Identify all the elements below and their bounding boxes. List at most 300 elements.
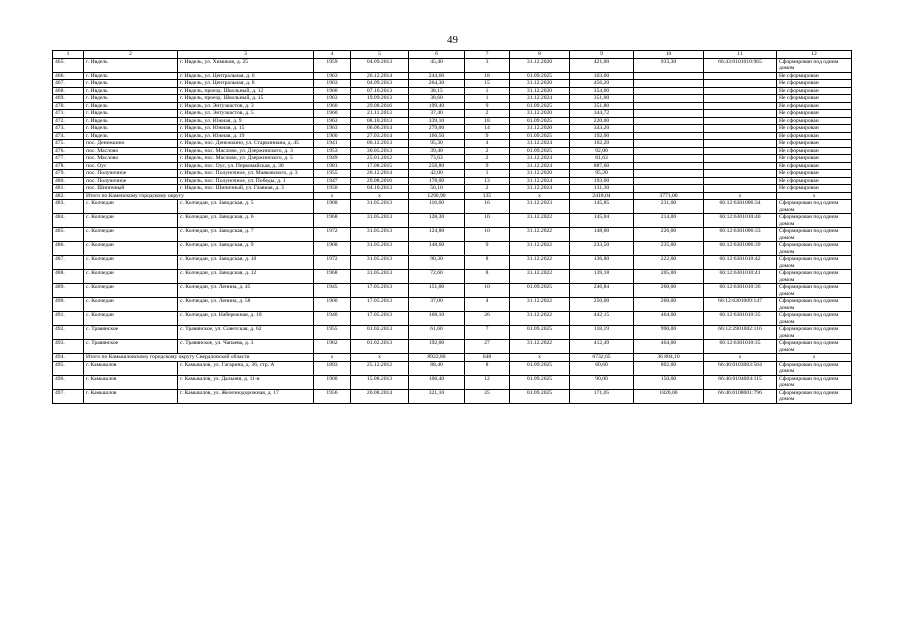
table-cell: 150,00 bbox=[634, 375, 704, 389]
table-cell: 488. bbox=[53, 270, 84, 284]
table-cell: 04.09.2013 bbox=[351, 80, 409, 88]
table-cell bbox=[704, 155, 777, 163]
table-cell: 258,80 bbox=[409, 162, 465, 170]
table-cell: 04.09.2013 bbox=[351, 58, 409, 72]
table-cell: 90,30 bbox=[409, 256, 465, 270]
table-cell: 15 bbox=[465, 80, 510, 88]
table-cell: 66:46:0103003:564 bbox=[704, 361, 777, 375]
table-cell: с. Колчедан, ул. Ленина, д. 45 bbox=[178, 284, 314, 298]
table-cell: Не сформирован bbox=[777, 162, 852, 170]
column-number-cell: 6 bbox=[409, 51, 465, 59]
table-cell: 103,00 bbox=[570, 72, 634, 80]
table-cell: пос. Маслово bbox=[84, 147, 178, 155]
table-cell: 08.10.2013 bbox=[351, 117, 409, 125]
table-cell: 4 bbox=[465, 298, 510, 312]
column-number-cell: 10 bbox=[634, 51, 704, 59]
table-cell: 31.12.2020 bbox=[510, 170, 570, 178]
table-cell: 116,60 bbox=[409, 200, 465, 214]
table-cell: x bbox=[777, 354, 852, 362]
table-cell bbox=[704, 95, 777, 103]
table-cell: 151,00 bbox=[409, 284, 465, 298]
table-cell: 25 bbox=[465, 389, 510, 403]
table-cell: 3771,00 bbox=[634, 192, 704, 200]
table-cell: 1962 bbox=[314, 340, 351, 354]
table-cell bbox=[704, 87, 777, 95]
table-cell: 8 bbox=[465, 270, 510, 284]
column-number-row bbox=[53, 51, 852, 59]
table-cell: г. Камышлов, ул. Железнодорожная, д. 17 bbox=[178, 389, 314, 403]
table-cell: 421,00 bbox=[570, 58, 634, 72]
table-cell: 31.12.2022 bbox=[510, 340, 570, 354]
table-cell: x bbox=[510, 192, 570, 200]
table-cell: 1968 bbox=[314, 270, 351, 284]
table-cell: 467. bbox=[53, 80, 84, 88]
table-cell: 1 bbox=[465, 87, 510, 95]
table-cell: 31.12.2023 bbox=[510, 200, 570, 214]
table-cell: 487. bbox=[53, 256, 84, 270]
table-cell: 37,00 bbox=[409, 298, 465, 312]
table-cell: 31.12.2020 bbox=[510, 125, 570, 133]
table-cell: 26.12.2014 bbox=[351, 170, 409, 178]
table-cell: 01.09.2025 bbox=[510, 147, 570, 155]
table-cell: 9 bbox=[465, 162, 510, 170]
table-cell: 1960 bbox=[314, 87, 351, 95]
table-cell: 31.12.2022 bbox=[510, 298, 570, 312]
table-cell: 01.09.2025 bbox=[510, 375, 570, 389]
table-cell: 66:12:6301009:147 bbox=[704, 298, 777, 312]
table-cell: 31.12.2024 bbox=[510, 140, 570, 148]
table-cell: 10 bbox=[465, 284, 510, 298]
table-cell: с. Колчедан bbox=[84, 242, 178, 256]
column-number-cell: 7 bbox=[465, 51, 510, 59]
table-cell: 199,40 bbox=[409, 102, 465, 110]
table-cell: 235,00 bbox=[634, 242, 704, 256]
table-cell: 226,00 bbox=[634, 228, 704, 242]
table-cell: с. Колчедан, ул. Заводская, д. 6 bbox=[178, 214, 314, 228]
table-cell: 148,60 bbox=[409, 242, 465, 256]
table-cell: 17.05.2013 bbox=[351, 298, 409, 312]
table-row bbox=[53, 361, 852, 375]
table-cell: Сформирован под одним домом bbox=[777, 242, 852, 256]
table-cell: пос. Полуночное bbox=[84, 177, 178, 185]
table-cell: 492. bbox=[53, 326, 84, 340]
table-cell: 343,20 bbox=[570, 125, 634, 133]
table-cell: 18 bbox=[465, 117, 510, 125]
table-cell: 321,10 bbox=[409, 389, 465, 403]
table-cell: 31.12.2024 bbox=[510, 177, 570, 185]
table-cell: пос. Полуночное bbox=[84, 170, 178, 178]
table-cell: 25.01.2012 bbox=[351, 155, 409, 163]
table-cell: 214,00 bbox=[634, 214, 704, 228]
table-cell: 990,00 bbox=[634, 326, 704, 340]
table-cell: г. Ивдель, ул. Энтузиастов, д. 5 bbox=[178, 110, 314, 118]
table-cell: 1963 bbox=[314, 125, 351, 133]
table-cell: с. Травянское, ул. Чапаева, д. 3 bbox=[178, 340, 314, 354]
table-cell: 491. bbox=[53, 312, 84, 326]
table-row bbox=[53, 214, 852, 228]
table-cell: с. Колчедан bbox=[84, 200, 178, 214]
table-cell bbox=[704, 125, 777, 133]
table-cell: 481. bbox=[53, 185, 84, 193]
table-cell: пос. Шипичный bbox=[84, 185, 178, 193]
table-cell: 192,00 bbox=[570, 132, 634, 140]
table-cell: Не сформирован bbox=[777, 147, 852, 155]
table-cell: г. Ивдель, ул. Южная, д. 15 bbox=[178, 125, 314, 133]
table-cell: 148,00 bbox=[570, 228, 634, 242]
table-cell: 128,30 bbox=[409, 214, 465, 228]
table-cell: Не сформирован bbox=[777, 155, 852, 163]
table-cell: 178,00 bbox=[409, 177, 465, 185]
table-cell: 01.09.2025 bbox=[510, 132, 570, 140]
table-cell: г. Ивдель, пос. Маслово, ул. Дзержинского, д. 5 bbox=[178, 155, 314, 163]
table-cell: x bbox=[704, 354, 777, 362]
table-row bbox=[53, 95, 852, 103]
table-cell: г. Камышлов bbox=[84, 375, 178, 389]
table-cell: 6732,65 bbox=[570, 354, 634, 362]
table-cell: с. Колчедан bbox=[84, 214, 178, 228]
table-cell: 474. bbox=[53, 132, 84, 140]
table-cell: Сформирован под одним домом bbox=[777, 389, 852, 403]
table-cell: 29.08.2016 bbox=[351, 102, 409, 110]
table-cell: 483. bbox=[53, 200, 84, 214]
table-row bbox=[53, 155, 852, 163]
table-cell: 06.12.2013 bbox=[351, 140, 409, 148]
table-row bbox=[53, 200, 852, 214]
table-cell: 485. bbox=[53, 228, 84, 242]
table-cell: 66:46:0104004:115 bbox=[704, 375, 777, 389]
table-cell: г. Ивдель bbox=[84, 87, 178, 95]
table-cell: 470. bbox=[53, 102, 84, 110]
table-cell: г. Ивдель bbox=[84, 95, 178, 103]
table-cell: г. Ивдель, пос. Оус, ул. Первомайская, д. 30 bbox=[178, 162, 314, 170]
table-cell: 478. bbox=[53, 162, 84, 170]
table-cell: 124,80 bbox=[409, 228, 465, 242]
table-cell: 412,49 bbox=[570, 340, 634, 354]
table-cell: 31.12.2024 bbox=[510, 185, 570, 193]
column-number-cell: 1 bbox=[53, 51, 84, 59]
table-cell bbox=[634, 162, 704, 170]
table-cell: 1968 bbox=[314, 214, 351, 228]
table-cell: г. Ивдель, пос. Полуночное, ул. Маяковского, д. 3 bbox=[178, 170, 314, 178]
table-cell: 31.12.2022 bbox=[510, 242, 570, 256]
table-cell: с. Травянское bbox=[84, 326, 178, 340]
table-cell: 8 bbox=[465, 256, 510, 270]
table-cell: с. Колчедан, ул. Заводская, д. 9 bbox=[178, 242, 314, 256]
table-row bbox=[53, 242, 852, 256]
table-cell: 1960 bbox=[314, 375, 351, 389]
table-row bbox=[53, 284, 852, 298]
table-cell: 465. bbox=[53, 58, 84, 72]
table-cell: г. Ивдель, ул. Южная, д. 9 bbox=[178, 117, 314, 125]
table-row bbox=[53, 162, 852, 170]
table-cell: 9 bbox=[465, 242, 510, 256]
table-cell: 10 bbox=[465, 214, 510, 228]
table-cell bbox=[634, 95, 704, 103]
table-cell: 222,00 bbox=[634, 256, 704, 270]
table-cell: x bbox=[510, 354, 570, 362]
table-cell bbox=[704, 72, 777, 80]
table-cell: Не сформирован bbox=[777, 125, 852, 133]
table-cell: пос. Маслово bbox=[84, 155, 178, 163]
table-cell: 1960 bbox=[314, 298, 351, 312]
table-cell: г. Ивдель, пос. Полуночное, ул. Победы, д. 1 bbox=[178, 177, 314, 185]
table-cell: Сформирован под одним домом bbox=[777, 298, 852, 312]
table-cell: 497. bbox=[53, 389, 84, 403]
table-cell: 31.05.2013 bbox=[351, 270, 409, 284]
table-cell: г. Ивдель bbox=[84, 72, 178, 80]
table-row bbox=[53, 80, 852, 88]
table-cell: 1972 bbox=[314, 256, 351, 270]
table-cell: 351,00 bbox=[570, 95, 634, 103]
table-cell bbox=[704, 110, 777, 118]
table-cell: 13 bbox=[465, 177, 510, 185]
table-cell: Не сформирован bbox=[777, 140, 852, 148]
table-cell: Сформирован под одним домом bbox=[777, 256, 852, 270]
table-cell: 45,40 bbox=[409, 58, 465, 72]
table-cell: с. Колчедан, ул. Заводская, д. 5 bbox=[178, 200, 314, 214]
table-cell: 1940 bbox=[314, 312, 351, 326]
table-cell: 1963 bbox=[314, 95, 351, 103]
column-number-cell: 2 bbox=[84, 51, 178, 59]
table-cell: 01.02.2013 bbox=[351, 326, 409, 340]
column-number-cell: 5 bbox=[351, 51, 409, 59]
table-cell: 17.08.2015 bbox=[351, 162, 409, 170]
table-cell: x bbox=[314, 192, 351, 200]
table-cell: г. Ивдель bbox=[84, 117, 178, 125]
table-cell: 31.12.2024 bbox=[510, 95, 570, 103]
table-cell: 260,00 bbox=[634, 284, 704, 298]
table-cell: 1955 bbox=[314, 326, 351, 340]
table-cell: 802,00 bbox=[634, 361, 704, 375]
table-cell: 468. bbox=[53, 87, 84, 95]
table-cell: г. Ивдель, ул. Энтузиастов, д. 3 bbox=[178, 102, 314, 110]
table-cell: Сформирован под одним домом bbox=[777, 375, 852, 389]
housing-register-table bbox=[52, 50, 852, 404]
table-cell: 1820,00 bbox=[634, 389, 704, 403]
table-cell: 01.09.2025 bbox=[510, 326, 570, 340]
table-cell: с. Колчедан, ул. Заводская, д. 12 bbox=[178, 270, 314, 284]
table-cell: 66:12:6301006:34 bbox=[704, 200, 777, 214]
table-cell: 1963 bbox=[314, 80, 351, 88]
table-cell: 1290,90 bbox=[409, 192, 465, 200]
table-cell: x bbox=[704, 192, 777, 200]
table-cell: Не сформирован bbox=[777, 87, 852, 95]
table-cell: 244,60 bbox=[409, 72, 465, 80]
table-row bbox=[53, 389, 852, 403]
table-cell: 18 bbox=[465, 72, 510, 80]
table-cell: 264,30 bbox=[409, 80, 465, 88]
table-cell: 648 bbox=[465, 354, 510, 362]
table-cell: 3 bbox=[465, 58, 510, 72]
table-cell: 31.12.2020 bbox=[510, 110, 570, 118]
table-cell: 31.05.2013 bbox=[351, 256, 409, 270]
table-cell: 162,20 bbox=[570, 140, 634, 148]
table-row bbox=[53, 375, 852, 389]
table-cell: 168,10 bbox=[409, 312, 465, 326]
table-cell: г. Ивдель bbox=[84, 110, 178, 118]
table-cell: пос. Денежкино bbox=[84, 140, 178, 148]
table-cell: 205,00 bbox=[634, 270, 704, 284]
table-cell: 01.09.2025 bbox=[510, 284, 570, 298]
table-cell: с. Колчедан, ул. Ленина, д. 58 bbox=[178, 298, 314, 312]
table-cell: 95,20 bbox=[570, 170, 634, 178]
table-cell: 1955 bbox=[314, 170, 351, 178]
table-row bbox=[53, 298, 852, 312]
table-cell: Не сформирован bbox=[777, 80, 852, 88]
table-cell: Итого по Каменскому городскому округу bbox=[84, 192, 314, 200]
table-cell: Не сформирован bbox=[777, 72, 852, 80]
table-cell: 26.12.2014 bbox=[351, 72, 409, 80]
table-cell: 73,63 bbox=[409, 155, 465, 163]
table-row bbox=[53, 72, 852, 80]
table-cell: 231,00 bbox=[634, 200, 704, 214]
table-cell: 479. bbox=[53, 170, 84, 178]
table-cell: с. Травянское, ул. Советская, д. 62 bbox=[178, 326, 314, 340]
table-cell: с. Колчедан, ул. Заводская, д. 7 bbox=[178, 228, 314, 242]
table-cell: 14 bbox=[465, 125, 510, 133]
table-cell: 01.09.2025 bbox=[510, 361, 570, 375]
table-cell: 1950 bbox=[314, 185, 351, 193]
table-cell: с. Колчедан bbox=[84, 312, 178, 326]
table-cell: г. Камышлов bbox=[84, 361, 178, 375]
table-cell: 480. bbox=[53, 177, 84, 185]
table-cell: г. Ивдель bbox=[84, 102, 178, 110]
table-cell: 1972 bbox=[314, 228, 351, 242]
table-cell: 131,30 bbox=[570, 185, 634, 193]
table-cell bbox=[704, 162, 777, 170]
table-cell: 1945 bbox=[314, 284, 351, 298]
table-cell: 250,00 bbox=[570, 298, 634, 312]
table-cell: 233,50 bbox=[570, 242, 634, 256]
table-cell: 1968 bbox=[314, 242, 351, 256]
table-cell: 354,00 bbox=[570, 87, 634, 95]
table-cell: 1960 bbox=[314, 102, 351, 110]
table-cell: 464,00 bbox=[634, 312, 704, 326]
column-number-cell: 4 bbox=[314, 51, 351, 59]
table-cell: 01.09.2025 bbox=[510, 389, 570, 403]
table-cell: 66:12:6301010:40 bbox=[704, 214, 777, 228]
table-cell: 475. bbox=[53, 140, 84, 148]
table-cell: 145,04 bbox=[570, 214, 634, 228]
table-cell bbox=[704, 140, 777, 148]
table-row bbox=[53, 354, 852, 362]
table-cell: 66:12:6301010:35 bbox=[704, 312, 777, 326]
page-number: 49 bbox=[447, 34, 458, 46]
table-cell: г. Ивдель, пос. Шипичный, ул. Главная, д. 3 bbox=[178, 185, 314, 193]
table-cell: Не сформирован bbox=[777, 117, 852, 125]
table-cell: 220,00 bbox=[570, 117, 634, 125]
table-cell: г. Ивдель, пос. Маслово, ул. Дзержинского, д. 3 bbox=[178, 147, 314, 155]
table-cell: Сформирован под одним домом bbox=[777, 284, 852, 298]
table-cell: 01.09.2025 bbox=[510, 102, 570, 110]
table-cell: 10 bbox=[465, 228, 510, 242]
table-cell bbox=[634, 177, 704, 185]
table-cell: г. Ивдель, проезд. Школьный, д. 12 bbox=[178, 87, 314, 95]
table-cell: 31.12.2024 bbox=[510, 162, 570, 170]
table-cell: 20.08.2014 bbox=[351, 389, 409, 403]
table-cell: 192,00 bbox=[409, 340, 465, 354]
table-cell: 279,00 bbox=[409, 125, 465, 133]
table-cell: 15.08.2013 bbox=[351, 375, 409, 389]
table-row bbox=[53, 256, 852, 270]
table-cell bbox=[634, 155, 704, 163]
table-cell: 12 bbox=[465, 375, 510, 389]
table-cell: 17.05.2013 bbox=[351, 312, 409, 326]
column-number-cell: 8 bbox=[510, 51, 570, 59]
table-cell bbox=[634, 117, 704, 125]
column-number-cell: 12 bbox=[777, 51, 852, 59]
table-cell: г. Камышлов bbox=[84, 389, 178, 403]
table-cell: 39,40 bbox=[409, 147, 465, 155]
table-cell: 21.11.2013 bbox=[351, 110, 409, 118]
table-cell: 31.12.2022 bbox=[510, 228, 570, 242]
table-cell: x bbox=[777, 192, 852, 200]
table-cell: 92,00 bbox=[570, 147, 634, 155]
table-cell: г. Ивдель, ул. Центральная, д. 6 bbox=[178, 72, 314, 80]
table-cell: 476. bbox=[53, 147, 84, 155]
table-cell: 469. bbox=[53, 95, 84, 103]
table-cell: 4 bbox=[465, 140, 510, 148]
table-cell: 1893 bbox=[314, 361, 351, 375]
table-cell: Сформирован под одним домом bbox=[777, 326, 852, 340]
table-cell: 2 bbox=[465, 155, 510, 163]
table-cell: 72,60 bbox=[409, 270, 465, 284]
table-cell: пос. Оус bbox=[84, 162, 178, 170]
table-cell: 472. bbox=[53, 117, 84, 125]
table-cell: 246,84 bbox=[570, 284, 634, 298]
table-cell: 66:12:2901002:116 bbox=[704, 326, 777, 340]
table-cell: с. Колчедан bbox=[84, 284, 178, 298]
table-cell bbox=[634, 147, 704, 155]
table-cell: 66:12:6301010:41 bbox=[704, 270, 777, 284]
table-cell: 166,50 bbox=[409, 132, 465, 140]
table-cell bbox=[704, 177, 777, 185]
table-cell bbox=[704, 117, 777, 125]
table-cell: 31.12.2022 bbox=[510, 214, 570, 228]
table-cell: г. Ивдель, ул. Центральная, д. 8 bbox=[178, 80, 314, 88]
table-cell: 31.05.2013 bbox=[351, 228, 409, 242]
table-cell: 01.09.2025 bbox=[510, 117, 570, 125]
table-cell: 01.09.2025 bbox=[510, 72, 570, 80]
table-cell: 56,10 bbox=[409, 185, 465, 193]
table-cell: 933,30 bbox=[634, 58, 704, 72]
table-cell: 31.12.2020 bbox=[510, 87, 570, 95]
table-cell: 135 bbox=[465, 192, 510, 200]
table-cell: 7 bbox=[465, 326, 510, 340]
table-cell: 2418,04 bbox=[570, 192, 634, 200]
table-cell: Сформирован под одним домом bbox=[777, 200, 852, 214]
table-cell: 29.08.2016 bbox=[351, 177, 409, 185]
table-cell: 1956 bbox=[314, 389, 351, 403]
table-cell: 36 804,10 bbox=[634, 354, 704, 362]
table-cell: 351,80 bbox=[570, 102, 634, 110]
column-number-cell: 3 bbox=[178, 51, 314, 59]
table-row bbox=[53, 270, 852, 284]
table-cell bbox=[704, 132, 777, 140]
table-cell: 01.02.2013 bbox=[351, 340, 409, 354]
table-cell: 07.10.2013 bbox=[351, 87, 409, 95]
table-cell: 61,60 bbox=[409, 326, 465, 340]
table-cell: Итого по Камышловскому городскому округу Свердловской области bbox=[84, 354, 314, 362]
table-cell: x bbox=[314, 354, 351, 362]
table-cell: 1 bbox=[465, 95, 510, 103]
table-cell: Не сформирован bbox=[777, 110, 852, 118]
table-cell: 81,63 bbox=[570, 155, 634, 163]
table-row bbox=[53, 87, 852, 95]
table-cell: Сформирован под одним домом bbox=[777, 340, 852, 354]
table-row bbox=[53, 170, 852, 178]
table-cell: 1981 bbox=[314, 162, 351, 170]
